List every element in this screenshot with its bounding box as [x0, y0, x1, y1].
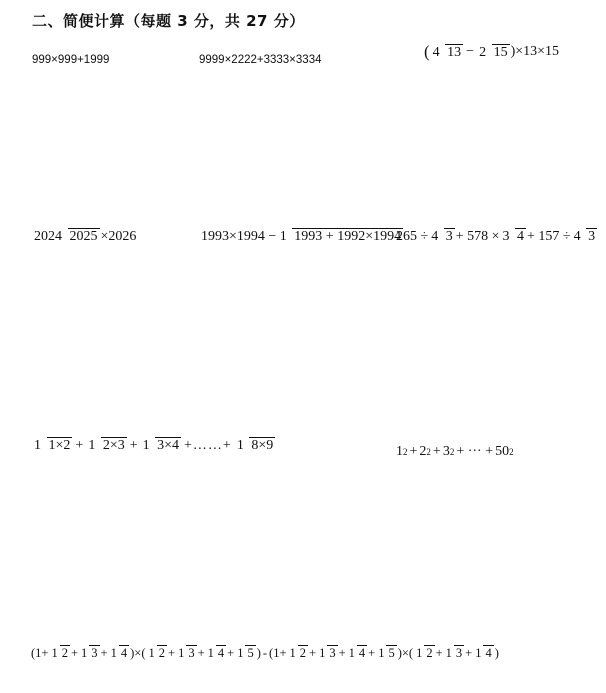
exponent: 2	[403, 447, 408, 457]
denominator: 15	[493, 44, 508, 60]
operator: +	[227, 646, 235, 660]
operator: +	[75, 437, 84, 453]
fraction	[477, 44, 510, 61]
fraction	[32, 228, 100, 245]
numerator: 1	[88, 438, 96, 453]
numerator: 1	[148, 646, 155, 660]
operator: ×	[401, 646, 409, 660]
close-paren: )	[256, 646, 261, 660]
numerator: 1	[289, 646, 296, 660]
numerator: 1	[142, 438, 150, 453]
fraction	[500, 228, 526, 245]
denominator: 5	[247, 646, 254, 660]
denominator: 4	[217, 646, 225, 660]
denominator: 3	[188, 646, 195, 660]
fraction	[429, 228, 455, 245]
denominator: 1993 + 1992×1994	[294, 229, 402, 244]
denominator: 1×2	[48, 438, 71, 453]
denominator: 2	[158, 646, 165, 660]
base: 50	[495, 444, 510, 459]
numerator: 4	[573, 229, 581, 244]
fraction	[431, 44, 464, 61]
fraction	[235, 645, 256, 662]
operator: −	[466, 44, 475, 59]
numerator: 1	[236, 438, 244, 453]
problem-2: 9999×2222+3333×3334	[199, 54, 322, 66]
numerator: 1993×1994 − 1	[201, 229, 287, 244]
expression-part: + 157 ÷	[526, 228, 571, 244]
section-heading: 二、简便计算（每题 3 分，共 27 分）	[32, 12, 305, 30]
numerator: 3	[502, 229, 510, 244]
fraction	[235, 437, 275, 454]
open-paren: (	[141, 646, 146, 660]
numerator: 1	[51, 646, 58, 660]
operator: +	[197, 646, 205, 660]
denominator: 3	[91, 646, 98, 660]
numerator: 1	[416, 646, 423, 660]
base: 3	[442, 444, 450, 459]
denominator: 4	[485, 646, 492, 660]
denominator: 3×4	[157, 438, 180, 453]
close-paren: )	[397, 646, 402, 660]
operator: +	[432, 444, 441, 459]
numerator: 2024	[34, 229, 62, 244]
denominator: 4	[358, 646, 366, 660]
fraction	[199, 228, 403, 245]
denominator: 2×3	[102, 438, 125, 453]
denominator: 3	[329, 646, 336, 660]
numerator: 1	[81, 646, 88, 660]
numerator: 4	[431, 229, 439, 244]
problem-8	[396, 444, 514, 460]
fraction	[176, 645, 197, 662]
problem-1: 999×999+1999	[32, 54, 110, 66]
numerator: 2	[479, 44, 487, 60]
denominator: 8×9	[251, 438, 274, 453]
fraction	[444, 645, 465, 662]
fraction	[376, 645, 397, 662]
denominator: 3	[455, 646, 463, 660]
operator: +	[168, 646, 176, 660]
denominator: 3	[445, 229, 453, 244]
fraction	[49, 645, 70, 662]
fraction	[109, 645, 130, 662]
operator: +	[129, 437, 138, 453]
problem-3	[424, 42, 559, 62]
problem-6	[396, 228, 598, 245]
operator: +	[368, 646, 376, 660]
numerator: 1	[319, 646, 326, 660]
operator: ×	[134, 646, 142, 660]
expression-rest: )×13×15	[510, 44, 560, 59]
numerator: 1	[178, 646, 185, 660]
denominator: 5	[388, 646, 395, 660]
operator: +	[409, 444, 418, 459]
denominator: 4	[120, 646, 128, 660]
numerator: 1	[237, 646, 244, 660]
fraction	[414, 645, 435, 662]
numerator: 1	[348, 646, 355, 660]
problem-7	[31, 437, 276, 454]
fraction	[473, 645, 494, 662]
open-group: (1+	[269, 646, 287, 660]
exponent: 2	[449, 447, 455, 457]
denominator: 2	[426, 646, 433, 660]
ellipsis: + ··· +	[456, 444, 494, 459]
problem-5	[198, 228, 404, 245]
expression-rest: ×2026	[100, 228, 137, 244]
operator: +	[100, 646, 108, 660]
denominator: 2025	[69, 229, 98, 244]
operator: +	[70, 646, 79, 660]
close-paren: )	[494, 646, 499, 660]
denominator: 2	[61, 646, 68, 660]
denominator: 4	[516, 229, 524, 244]
fraction	[206, 645, 227, 662]
base: 1	[396, 444, 403, 459]
fraction	[147, 645, 168, 662]
problem-9	[31, 645, 499, 662]
denominator: 2	[299, 646, 306, 660]
numerator: 1	[207, 646, 214, 660]
denominator: 13	[447, 44, 462, 60]
open-group: (1+	[31, 646, 49, 660]
numerator: 1	[378, 646, 385, 660]
numerator: 1	[445, 646, 452, 660]
fraction	[86, 437, 126, 454]
fraction	[572, 228, 598, 245]
denominator: 3	[588, 229, 596, 244]
fraction	[32, 437, 72, 454]
fraction	[288, 645, 309, 662]
operator: +	[338, 646, 346, 660]
operator: +	[309, 646, 317, 660]
fraction	[347, 645, 368, 662]
operator: +	[465, 646, 473, 660]
numerator: 4	[432, 44, 440, 60]
open-paren: (	[424, 42, 430, 61]
expression-part: + 578 ×	[455, 228, 500, 244]
operator: +	[435, 646, 443, 660]
expression-part: 265 ÷	[396, 228, 429, 244]
operator: -	[262, 646, 268, 660]
fraction	[79, 645, 100, 662]
ellipsis: +……+	[184, 437, 232, 453]
exponent: 2	[426, 447, 431, 457]
numerator: 1	[34, 438, 41, 453]
exponent: 2	[509, 447, 514, 457]
base: 2	[419, 444, 427, 459]
fraction	[141, 437, 181, 454]
numerator: 1	[110, 646, 117, 660]
problem-4	[31, 228, 136, 245]
open-paren: (	[408, 646, 414, 660]
close-paren: )	[130, 646, 135, 660]
numerator: 1	[475, 646, 482, 660]
fraction	[317, 645, 338, 662]
